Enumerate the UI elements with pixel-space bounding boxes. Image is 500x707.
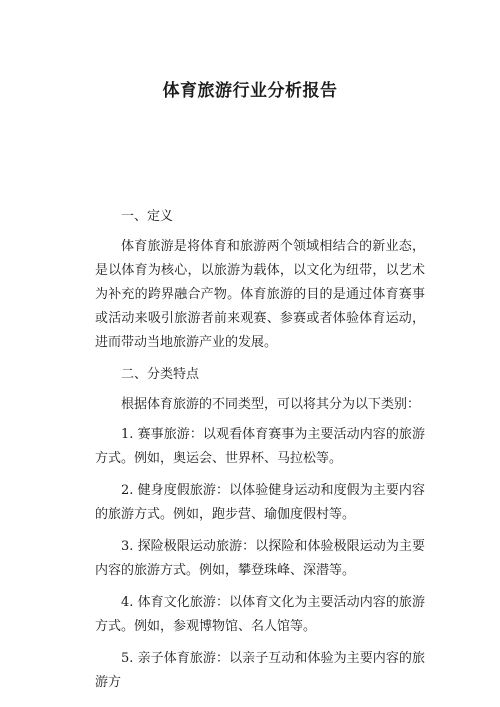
list-item-fitness-tourism: 2. 健身度假旅游：以体验健身运动和度假为主要内容的旅游方式。例如，跑步营、瑜伽度假村等。 (95, 483, 425, 522)
document-title: 体育旅游行业分析报告 (162, 81, 338, 101)
definition-paragraph: 体育旅游是将体育和旅游两个领域相结合的新业态，是以体育为核心，以旅游为载体，以文化为纽带，以艺术为补充的跨界融合产物。体育旅游的目的是通过体育赛事或活动来吸引旅游者前来观赛、参赛或者体验体育运动，进而带动当地旅游产业的发展。 (95, 239, 425, 350)
list-item-culture-tourism: 4. 体育文化旅游：以体育文化为主要活动内容的旅游方式。例如，参观博物馆、名人馆等。 (95, 595, 425, 634)
document-body (95, 205, 425, 703)
classification-intro: 根据体育旅游的不同类型，可以将其分为以下类别： (121, 397, 421, 412)
section-heading-classification: 二、分类特点 (121, 367, 200, 382)
list-item-event-tourism: 1. 赛事旅游：以观看体育赛事为主要活动内容的旅游方式。例如，奥运会、世界杯、马拉松等。 (95, 427, 425, 466)
list-item-family-tourism: 5. 亲子体育旅游：以亲子互动和体验为主要内容的旅游方 (95, 651, 425, 690)
list-item-extreme-tourism: 3. 探险极限运动旅游：以探险和体验极限运动为主要内容的旅游方式。例如，攀登珠峰、深潜等。 (95, 539, 425, 578)
section-heading-definition: 一、定义 (121, 209, 174, 224)
